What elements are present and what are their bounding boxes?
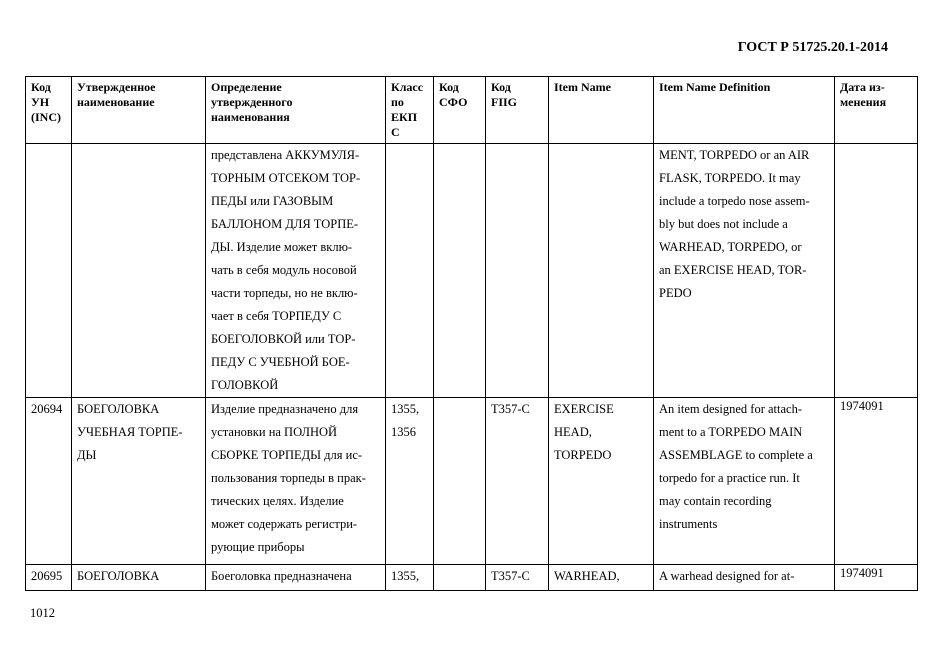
- col-item-definition-header: Item Name Definition: [654, 77, 835, 144]
- definition-cell: Боеголовка предназначена: [206, 565, 386, 591]
- date-cell: [835, 144, 918, 398]
- col-name-header: Утвержденное наименование: [72, 77, 206, 144]
- date-cell: 1974091: [835, 565, 918, 591]
- class-cell: [386, 144, 434, 398]
- fiig-cell: [486, 144, 549, 398]
- sfo-cell: [434, 565, 486, 591]
- fiig-cell: T357-C: [486, 565, 549, 591]
- inc-cell: [26, 144, 72, 398]
- class-cell: 1355, 1356: [386, 398, 434, 565]
- definition-cell: Изделие предназначено для установки на ПОЛНОЙ СБОРКЕ ТОРПЕДЫ для ис- пользования торпеды в прак- тических целях. Изделие может содержать регистри- рующие приборы: [206, 398, 386, 565]
- col-definition-header: Определение утвержденного наименования: [206, 77, 386, 144]
- page-number: 1012: [30, 606, 55, 620]
- table-row: [26, 398, 918, 565]
- item-name-cell: WARHEAD,: [549, 565, 654, 591]
- sfo-cell: [434, 398, 486, 565]
- class-cell: 1355,: [386, 565, 434, 591]
- name-cell: БОЕГОЛОВКА: [72, 565, 206, 591]
- item-name-cell: EXERCISE HEAD, TORPEDO: [549, 398, 654, 565]
- item-definition-cell: A warhead designed for at-: [654, 565, 835, 591]
- table-row: [26, 144, 918, 398]
- item-definition-cell: An item designed for attach- ment to a TORPEDO MAIN ASSEMBLAGE to complete a torpedo for a practice run. It may contain recording instruments: [654, 398, 835, 565]
- sfo-cell: [434, 144, 486, 398]
- col-inc-header: Код УН (INC): [26, 77, 72, 144]
- inc-cell: 20694: [26, 398, 72, 565]
- standard-number: ГОСТ Р 51725.20.1-2014: [737, 40, 888, 55]
- item-name-cell: [549, 144, 654, 398]
- col-class-header: Класс по ЕКП С: [386, 77, 434, 144]
- classification-table: [25, 76, 918, 591]
- name-cell: БОЕГОЛОВКА УЧЕБНАЯ ТОРПЕ- ДЫ: [72, 398, 206, 565]
- header-row: [26, 77, 918, 144]
- inc-cell: 20695: [26, 565, 72, 591]
- table-row: [26, 565, 918, 591]
- name-cell: [72, 144, 206, 398]
- fiig-cell: T357-C: [486, 398, 549, 565]
- col-item-name-header: Item Name: [549, 77, 654, 144]
- definition-cell: представлена АККУМУЛЯ- ТОРНЫМ ОТСЕКОМ ТОР- ПЕДЫ или ГАЗОВЫМ БАЛЛОНОМ ДЛЯ ТОРПЕ- ДЫ. Изделие может вклю- чать в себя модуль носовой части торпеды, но не вклю- чает в себя ТОРПЕДУ С БОЕГОЛОВКОЙ или ТОР- ПЕДУ С УЧЕБНОЙ БОЕ- ГОЛОВКОЙ: [206, 144, 386, 398]
- item-definition-cell: MENT, TORPEDO or an AIR FLASK, TORPEDO. It may include a torpedo nose assem- bly but does not include a WARHEAD, TORPEDO, or an EXERCISE HEAD, TOR- PEDO: [654, 144, 835, 398]
- col-sfo-header: Код СФО: [434, 77, 486, 144]
- col-fiig-header: Код FIIG: [486, 77, 549, 144]
- date-cell: 1974091: [835, 398, 918, 565]
- col-date-header: Дата из- менения: [835, 77, 918, 144]
